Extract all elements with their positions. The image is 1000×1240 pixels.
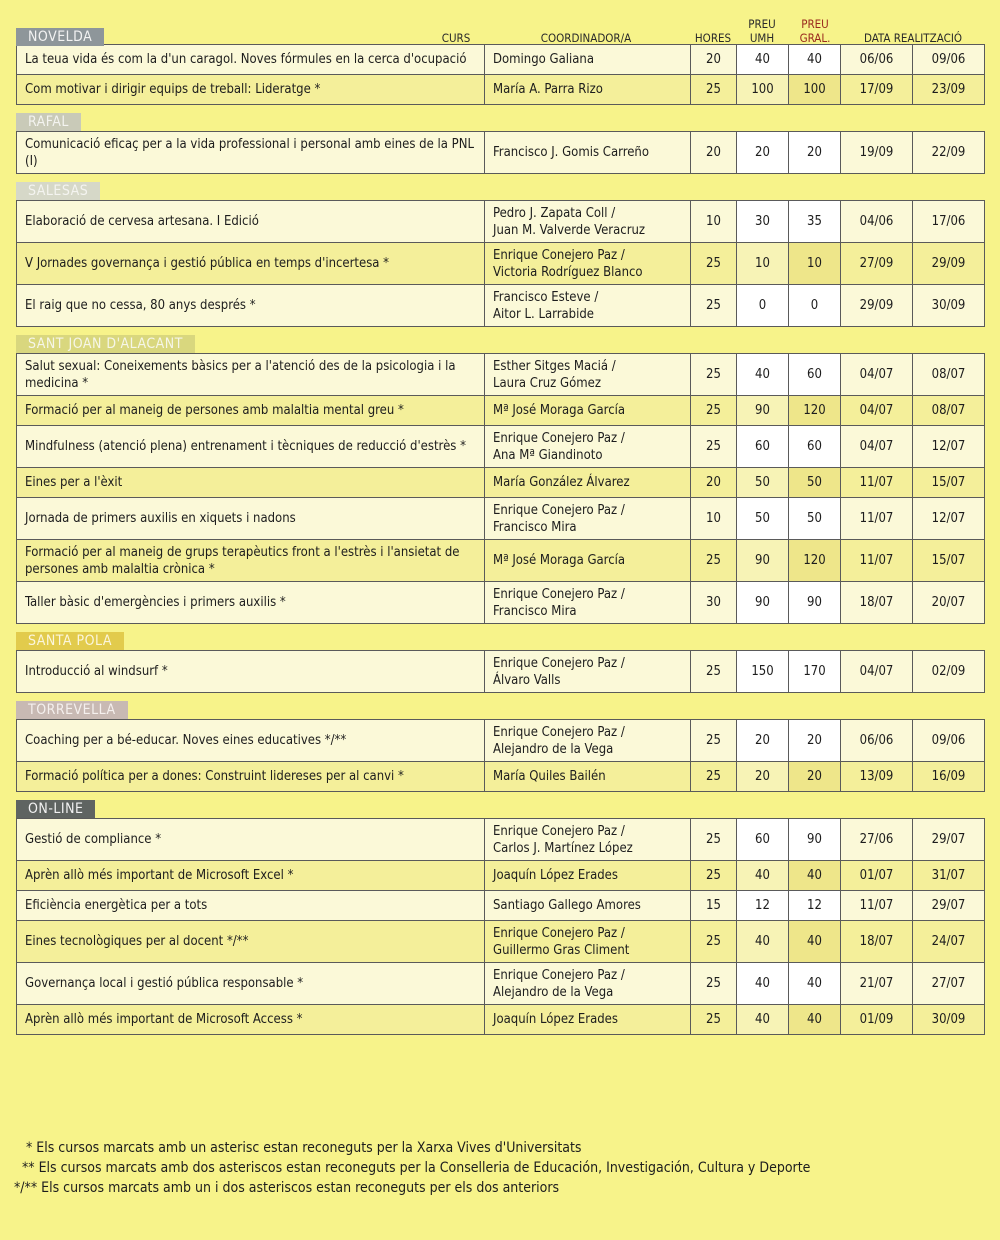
course-hours: 20 [691, 45, 737, 75]
course-price-general: 120 [789, 396, 841, 426]
coordinator-name: Francisco Mira [493, 603, 577, 619]
header-curs: CURS [441, 31, 471, 45]
section-label-wrap [16, 333, 984, 353]
course-coordinator [485, 354, 691, 396]
course-end-date: 29/07 [913, 819, 985, 861]
course-end-date: 29/09 [913, 243, 985, 285]
section-on-line [16, 798, 984, 1035]
course-row [17, 891, 985, 921]
course-title: Formació política per a dones: Construint lidereses per al canvi * [17, 762, 485, 792]
course-hours: 25 [691, 75, 737, 105]
course-coordinator [485, 582, 691, 624]
course-start-date: 18/07 [841, 582, 913, 624]
course-price-general: 90 [789, 582, 841, 624]
course-coordinator [485, 201, 691, 243]
course-table [16, 131, 985, 174]
course-start-date: 04/06 [841, 201, 913, 243]
course-hours: 25 [691, 963, 737, 1005]
coordinator-name: Enrique Conejero Paz / [493, 823, 625, 839]
coordinator-name: Guillermo Gras Climent [493, 942, 630, 958]
section-label: NOVELDA [16, 28, 104, 46]
course-row [17, 243, 985, 285]
section-torrevella [16, 699, 984, 792]
course-title: Comunicació eficaç per a la vida professional i personal amb eines de la PNL (I) [17, 132, 485, 174]
course-start-date: 01/09 [841, 1005, 913, 1035]
course-catalog [16, 14, 984, 1041]
course-price-umh: 30 [737, 201, 789, 243]
course-price-umh: 100 [737, 75, 789, 105]
course-price-general: 50 [789, 498, 841, 540]
header-preu-gral-line2: GRAL. [799, 31, 831, 45]
section-label: TORREVELLA [16, 701, 128, 719]
course-coordinator [485, 426, 691, 468]
course-row [17, 1005, 985, 1035]
course-coordinator [485, 963, 691, 1005]
course-start-date: 27/06 [841, 819, 913, 861]
coordinator-name: Mª José Moraga García [493, 403, 626, 418]
course-table [16, 200, 985, 327]
course-row [17, 762, 985, 792]
course-hours: 25 [691, 1005, 737, 1035]
section-label: RAFAL [16, 113, 81, 131]
coordinator-name: Francisco J. Gomis Carreño [493, 145, 649, 160]
course-row [17, 75, 985, 105]
course-row [17, 285, 985, 327]
coordinator-name: Enrique Conejero Paz / [493, 430, 625, 446]
course-price-umh: 50 [737, 498, 789, 540]
course-end-date: 31/07 [913, 861, 985, 891]
course-coordinator [485, 285, 691, 327]
course-hours: 20 [691, 132, 737, 174]
coordinator-name: Enrique Conejero Paz / [493, 247, 625, 263]
coordinator-name: Mª José Moraga García [493, 553, 626, 568]
coordinator-name: Ana Mª Giandinoto [493, 447, 603, 463]
course-row [17, 468, 985, 498]
course-price-umh: 20 [737, 720, 789, 762]
course-title: Eficiència energètica per a tots [17, 891, 485, 921]
course-start-date: 11/07 [841, 891, 913, 921]
course-price-general: 100 [789, 75, 841, 105]
section-label: SANTA POLA [16, 632, 124, 650]
header-preu-gral [789, 17, 841, 45]
course-start-date: 18/07 [841, 921, 913, 963]
course-hours: 25 [691, 921, 737, 963]
course-coordinator [485, 540, 691, 582]
course-price-general: 40 [789, 921, 841, 963]
course-table [16, 818, 985, 1035]
course-end-date: 17/06 [913, 201, 985, 243]
course-price-umh: 20 [737, 132, 789, 174]
coordinator-name: Enrique Conejero Paz / [493, 586, 625, 602]
course-coordinator [485, 468, 691, 498]
sections-container [16, 26, 984, 1035]
section-label-wrap [16, 180, 984, 200]
coordinator-name: Esther Sitges Maciá / [493, 358, 616, 374]
course-title: V Jornades governança i gestió pública en temps d'incertesa * [17, 243, 485, 285]
course-end-date: 16/09 [913, 762, 985, 792]
section-label-wrap [16, 798, 984, 818]
footnote-double-asterisk: ** Els cursos marcats amb dos asteriscos estan reconeguts per la Conselleria de Educación, Investigación, Cultura y Deporte [14, 1160, 811, 1176]
course-hours: 15 [691, 891, 737, 921]
course-row [17, 426, 985, 468]
course-hours: 25 [691, 396, 737, 426]
course-title: Formació per al maneig de persones amb malaltia mental greu * [17, 396, 485, 426]
course-title: Jornada de primers auxilis en xiquets i nadons [17, 498, 485, 540]
course-coordinator [485, 921, 691, 963]
section-salesas [16, 180, 984, 327]
course-price-umh: 20 [737, 762, 789, 792]
course-row [17, 651, 985, 693]
course-price-general: 40 [789, 861, 841, 891]
course-row [17, 132, 985, 174]
course-price-general: 170 [789, 651, 841, 693]
course-price-general: 12 [789, 891, 841, 921]
footnotes [14, 1138, 810, 1198]
course-coordinator [485, 891, 691, 921]
coordinator-name: Joaquín López Erades [493, 1012, 618, 1027]
course-coordinator [485, 651, 691, 693]
coordinator-name: Alejandro de la Vega [493, 741, 614, 757]
coordinator-name: Enrique Conejero Paz / [493, 724, 625, 740]
course-price-general: 20 [789, 720, 841, 762]
section-label: ON-LINE [16, 800, 95, 818]
course-price-umh: 60 [737, 819, 789, 861]
course-end-date: 02/09 [913, 651, 985, 693]
course-start-date: 01/07 [841, 861, 913, 891]
course-price-general: 0 [789, 285, 841, 327]
course-price-general: 90 [789, 819, 841, 861]
course-hours: 25 [691, 720, 737, 762]
course-end-date: 09/06 [913, 720, 985, 762]
course-coordinator [485, 1005, 691, 1035]
course-end-date: 12/07 [913, 498, 985, 540]
course-title: Aprèn allò més important de Microsoft Excel * [17, 861, 485, 891]
course-hours: 10 [691, 498, 737, 540]
course-hours: 25 [691, 762, 737, 792]
section-santa-pola [16, 630, 984, 693]
course-row [17, 819, 985, 861]
header-coordinador: COORDINADOR/A [540, 31, 632, 45]
course-coordinator [485, 720, 691, 762]
course-start-date: 04/07 [841, 354, 913, 396]
course-price-umh: 60 [737, 426, 789, 468]
course-title: Salut sexual: Coneixements bàsics per a l'atenció des de la psicologia i la medicina * [17, 354, 485, 396]
coordinator-name: Francisco Mira [493, 519, 577, 535]
course-row [17, 921, 985, 963]
course-coordinator [485, 762, 691, 792]
course-title: Formació per al maneig de grups terapèutics front a l'estrès i l'ansietat de persones amb malaltia crònica * [17, 540, 485, 582]
course-table [16, 44, 985, 105]
coordinator-name: Aitor L. Larrabide [493, 306, 594, 322]
course-row [17, 720, 985, 762]
coordinator-name: Enrique Conejero Paz / [493, 925, 625, 941]
course-price-general: 60 [789, 426, 841, 468]
course-table [16, 719, 985, 792]
coordinator-name: Enrique Conejero Paz / [493, 655, 625, 671]
course-row [17, 963, 985, 1005]
course-price-general: 40 [789, 45, 841, 75]
course-row [17, 201, 985, 243]
course-price-umh: 12 [737, 891, 789, 921]
course-price-umh: 40 [737, 45, 789, 75]
section-label: SALESAS [16, 182, 100, 200]
course-hours: 25 [691, 354, 737, 396]
course-price-general: 40 [789, 1005, 841, 1035]
course-coordinator [485, 861, 691, 891]
course-price-umh: 90 [737, 540, 789, 582]
section-label-wrap [16, 111, 984, 131]
coordinator-name: Carlos J. Martínez López [493, 840, 633, 856]
course-price-general: 20 [789, 132, 841, 174]
course-row [17, 861, 985, 891]
section-sant-joan-d-alacant [16, 333, 984, 624]
course-start-date: 04/07 [841, 651, 913, 693]
course-price-general: 35 [789, 201, 841, 243]
course-price-umh: 150 [737, 651, 789, 693]
course-start-date: 06/06 [841, 45, 913, 75]
course-title: Aprèn allò més important de Microsoft Access * [17, 1005, 485, 1035]
course-row [17, 582, 985, 624]
course-start-date: 13/09 [841, 762, 913, 792]
course-price-umh: 40 [737, 1005, 789, 1035]
course-coordinator [485, 498, 691, 540]
course-title: La teua vida és com la d'un caragol. Noves fórmules en la cerca d'ocupació [17, 45, 485, 75]
coordinator-name: Pedro J. Zapata Coll / [493, 205, 616, 221]
course-hours: 30 [691, 582, 737, 624]
coordinator-name: Alejandro de la Vega [493, 984, 614, 1000]
coordinator-name: María A. Parra Rizo [493, 82, 603, 97]
coordinator-name: María Quiles Bailén [493, 769, 606, 784]
course-row [17, 540, 985, 582]
course-title: Eines per a l'èxit [17, 468, 485, 498]
course-title: Introducció al windsurf * [17, 651, 485, 693]
footnote-single-asterisk: * Els cursos marcats amb un asterisc estan reconeguts per la Xarxa Vives d'Universitats [14, 1140, 582, 1156]
course-price-umh: 90 [737, 396, 789, 426]
course-title: Com motivar i dirigir equips de treball: Lideratge * [17, 75, 485, 105]
course-price-general: 60 [789, 354, 841, 396]
course-price-general: 120 [789, 540, 841, 582]
course-price-umh: 40 [737, 921, 789, 963]
course-row [17, 498, 985, 540]
course-end-date: 22/09 [913, 132, 985, 174]
course-price-umh: 10 [737, 243, 789, 285]
course-end-date: 29/07 [913, 891, 985, 921]
course-price-general: 20 [789, 762, 841, 792]
coordinator-name: Domingo Galiana [493, 52, 594, 67]
course-row [17, 396, 985, 426]
course-table [16, 353, 985, 624]
course-table [16, 650, 985, 693]
coordinator-name: Enrique Conejero Paz / [493, 967, 625, 983]
course-title: El raig que no cessa, 80 anys després * [17, 285, 485, 327]
footnote-combined: */** Els cursos marcats amb un i dos asteriscos estan reconeguts per els dos anteriors [14, 1180, 560, 1196]
course-hours: 25 [691, 285, 737, 327]
course-end-date: 09/06 [913, 45, 985, 75]
course-start-date: 17/09 [841, 75, 913, 105]
course-end-date: 08/07 [913, 396, 985, 426]
section-rafal [16, 111, 984, 174]
course-title: Eines tecnològiques per al docent */** [17, 921, 485, 963]
course-hours: 25 [691, 243, 737, 285]
course-start-date: 19/09 [841, 132, 913, 174]
course-start-date: 11/07 [841, 540, 913, 582]
course-price-umh: 40 [737, 963, 789, 1005]
coordinator-name: María González Álvarez [493, 475, 630, 490]
course-price-umh: 40 [737, 861, 789, 891]
course-end-date: 20/07 [913, 582, 985, 624]
header-hores: HORES [694, 31, 732, 45]
header-data-realitzacio: DATA REALITZACIÓ [863, 31, 963, 45]
course-hours: 25 [691, 426, 737, 468]
course-title: Taller bàsic d'emergències i primers auxilis * [17, 582, 485, 624]
course-hours: 25 [691, 819, 737, 861]
course-title: Mindfulness (atenció plena) entrenament i tècniques de reducció d'estrès * [17, 426, 485, 468]
course-start-date: 11/07 [841, 468, 913, 498]
course-price-general: 40 [789, 963, 841, 1005]
course-end-date: 30/09 [913, 285, 985, 327]
course-title: Coaching per a bé-educar. Noves eines educatives */** [17, 720, 485, 762]
course-price-general: 10 [789, 243, 841, 285]
header-preu-umh [736, 17, 788, 45]
course-start-date: 04/07 [841, 426, 913, 468]
course-coordinator [485, 75, 691, 105]
coordinator-name: Francisco Esteve / [493, 289, 599, 305]
coordinator-name: Enrique Conejero Paz / [493, 502, 625, 518]
coordinator-name: Victoria Rodríguez Blanco [493, 264, 643, 280]
course-coordinator [485, 243, 691, 285]
course-row [17, 354, 985, 396]
header-preu-gral-line1: PREU [801, 17, 829, 31]
coordinator-name: Juan M. Valverde Veracruz [493, 222, 646, 238]
course-start-date: 04/07 [841, 396, 913, 426]
course-coordinator [485, 396, 691, 426]
course-coordinator [485, 132, 691, 174]
course-price-umh: 90 [737, 582, 789, 624]
course-hours: 20 [691, 468, 737, 498]
course-title: Elaboració de cervesa artesana. I Edició [17, 201, 485, 243]
column-headers [16, 14, 984, 48]
course-start-date: 21/07 [841, 963, 913, 1005]
course-hours: 25 [691, 651, 737, 693]
course-end-date: 15/07 [913, 540, 985, 582]
course-start-date: 29/09 [841, 285, 913, 327]
course-start-date: 06/06 [841, 720, 913, 762]
course-end-date: 24/07 [913, 921, 985, 963]
coordinator-name: Joaquín López Erades [493, 868, 618, 883]
course-start-date: 27/09 [841, 243, 913, 285]
course-price-umh: 40 [737, 354, 789, 396]
course-end-date: 15/07 [913, 468, 985, 498]
header-preu-umh-line2: UMH [749, 31, 775, 45]
coordinator-name: Santiago Gallego Amores [493, 898, 641, 913]
course-end-date: 23/09 [913, 75, 985, 105]
course-price-general: 50 [789, 468, 841, 498]
course-hours: 25 [691, 861, 737, 891]
course-end-date: 27/07 [913, 963, 985, 1005]
course-title: Gestió de compliance * [17, 819, 485, 861]
section-label: SANT JOAN D'ALACANT [16, 335, 195, 353]
coordinator-name: Laura Cruz Gómez [493, 375, 601, 391]
section-label-wrap [16, 699, 984, 719]
course-price-umh: 0 [737, 285, 789, 327]
coordinator-name: Álvaro Valls [493, 672, 561, 688]
course-title: Governança local i gestió pública responsable * [17, 963, 485, 1005]
course-start-date: 11/07 [841, 498, 913, 540]
section-label-wrap [16, 630, 984, 650]
course-end-date: 08/07 [913, 354, 985, 396]
course-end-date: 12/07 [913, 426, 985, 468]
course-row [17, 45, 985, 75]
course-hours: 25 [691, 540, 737, 582]
header-preu-umh-line1: PREU [748, 17, 776, 31]
course-end-date: 30/09 [913, 1005, 985, 1035]
course-price-umh: 50 [737, 468, 789, 498]
course-hours: 10 [691, 201, 737, 243]
course-coordinator [485, 819, 691, 861]
course-coordinator [485, 45, 691, 75]
